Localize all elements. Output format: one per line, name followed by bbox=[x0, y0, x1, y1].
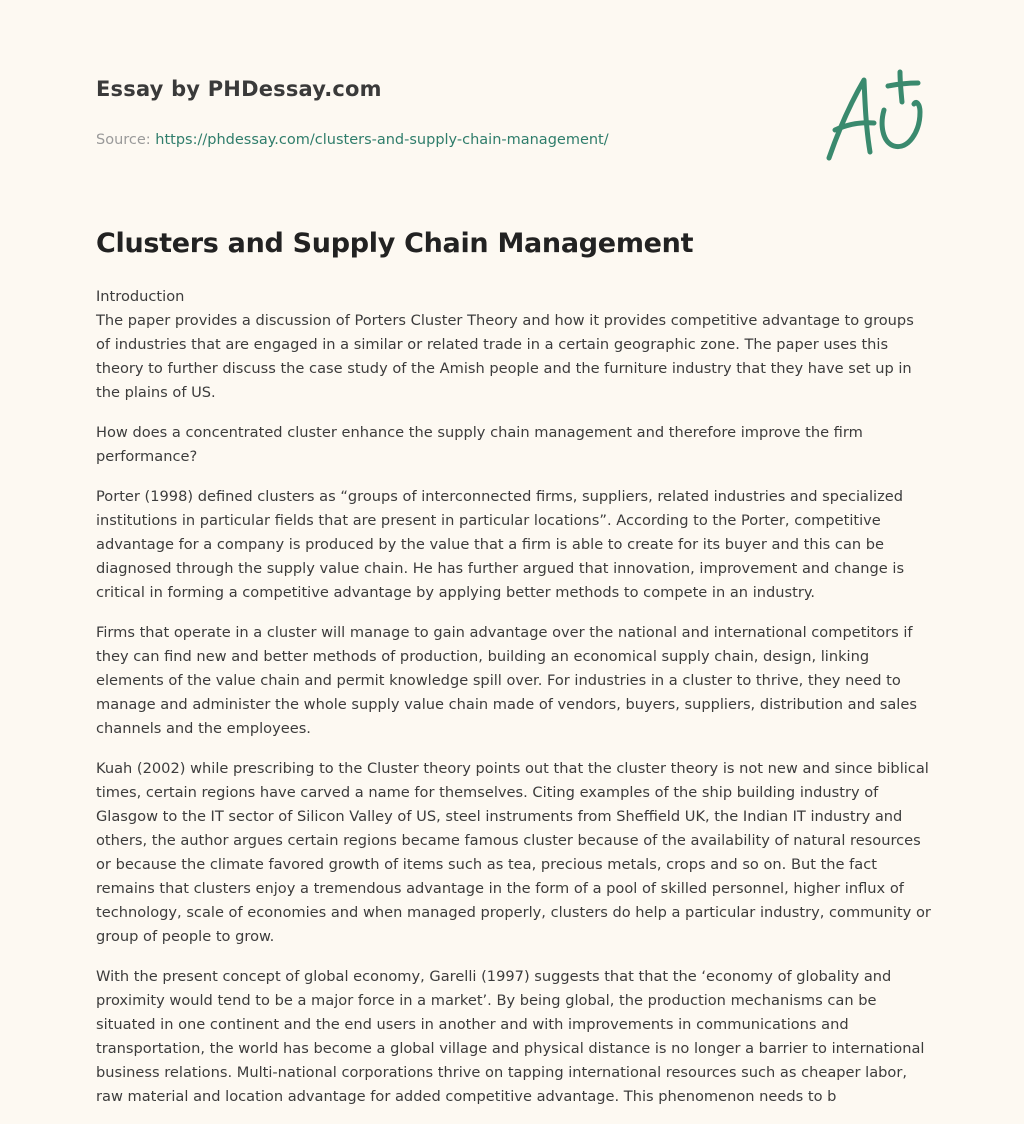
paragraph: Porter (1998) defined clusters as “groups of interconnected firms, suppliers, related industries and specialized institutions in particular fields that are present in particular locations”. According to the Porter, competitive advantage for a company is produced by the value that a firm is able to create for its buyer and this can be diagnosed through the supply value chain. He has further argued that innovation, improvement and change is critical in forming a competitive advantage by applying better methods to compete in an industry. bbox=[96, 488, 905, 601]
a-plus-grade-icon bbox=[820, 66, 930, 166]
paragraph: With the present concept of global economy, Garelli (1997) suggests that that the ‘economy of globality and proximity would tend to be a major force in a market’. By being global, the production mechanisms can be situated in one continent and the end users in another and with improvements in communications and transportation, the world has become a global village and physical distance is no longer a barrier to international business relations. Multi-national corporations thrive on tapping international resources such as cheaper labor, raw material and location advantage for added competitive advantage. This phenomenon needs to b bbox=[96, 968, 925, 1105]
site-header bbox=[96, 74, 796, 149]
paragraph: How does a concentrated cluster enhance the supply chain management and therefore improve the firm performance? bbox=[96, 424, 863, 465]
site-title: Essay by PHDessay.com bbox=[96, 77, 382, 101]
paragraph: The paper provides a discussion of Porters Cluster Theory and how it provides competitive advantage to groups of industries that are engaged in a similar or related trade in a certain geographic zone. The paper uses this theory to further discuss the case study of the Amish people and the furniture industry that they have set up in the plains of US. bbox=[96, 312, 914, 401]
source-link[interactable]: https://phdessay.com/clusters-and-supply-chain-management/ bbox=[155, 132, 609, 148]
source-line bbox=[96, 131, 796, 149]
paragraph: Kuah (2002) while prescribing to the Cluster theory points out that the cluster theory is not new and since biblical times, certain regions have carved a name for themselves. Citing examples of the ship building industry of Glasgow to the IT sector of Silicon Valley of US, steel instruments from Sheffield UK, the Indian IT industry and others, the author argues certain regions became famous cluster because of the availability of natural resources or because the climate favored growth of items such as tea, precious metals, crops and so on. But the fact remains that clusters enjoy a tremendous advantage in the form of a pool of skilled personnel, higher influx of technology, scale of economies and when managed properly, clusters do help a particular industry, community or group of people to grow. bbox=[96, 760, 931, 945]
article-body bbox=[96, 285, 932, 1124]
intro-heading: Introduction bbox=[96, 288, 185, 305]
article-title: Clusters and Supply Chain Management bbox=[96, 228, 694, 259]
source-label: Source: bbox=[96, 132, 156, 148]
paragraph: Firms that operate in a cluster will manage to gain advantage over the national and international competitors if they can find new and better methods of production, building an economical supply chain, design, linking elements of the value chain and permit knowledge spill over. For industries in a cluster to thrive, they need to manage and administer the whole supply value chain made of vendors, buyers, suppliers, distribution and sales channels and the employees. bbox=[96, 624, 917, 737]
